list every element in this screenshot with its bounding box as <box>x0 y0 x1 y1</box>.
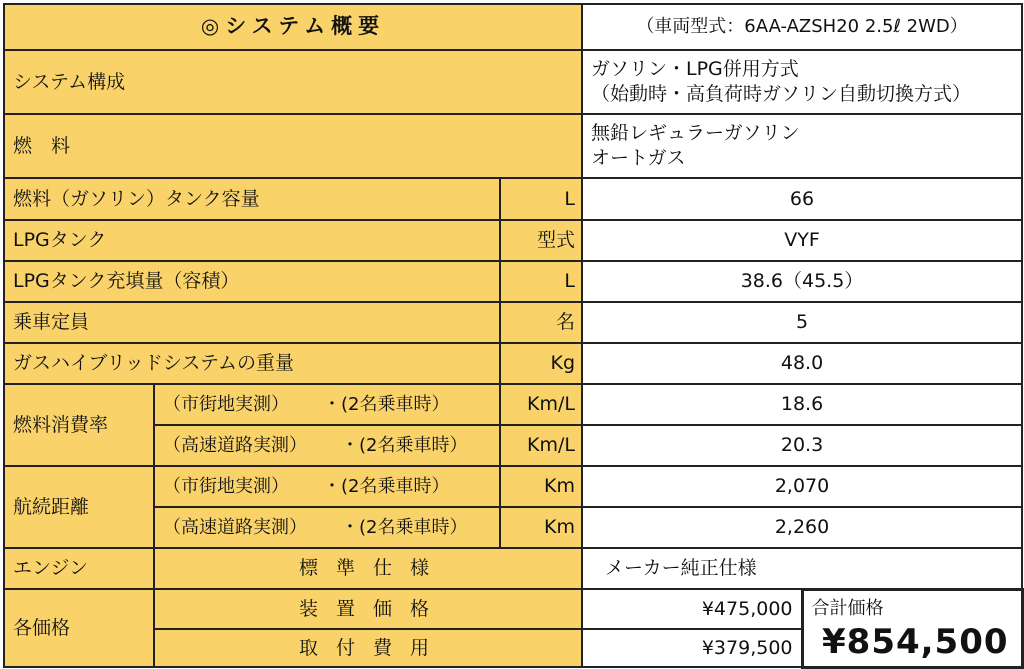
fuel-efficiency-unit: Km/L <box>500 425 582 466</box>
lpg-fill-value: 38.6（45.5） <box>582 261 1022 302</box>
fuel-efficiency-value: 18.6 <box>582 384 1022 425</box>
lpg-tank-unit: 型式 <box>500 220 582 261</box>
system-label: システム構成 <box>4 50 582 114</box>
capacity-label: 乗車定員 <box>4 302 500 343</box>
lpg-fill-label: LPGタンク充填量（容積） <box>4 261 500 302</box>
range-condition <box>154 466 500 507</box>
fuel-efficiency-condition <box>154 425 500 466</box>
vehicle-model-cell: （車両型式：6AA-AZSH20 2.5ℓ 2WD） <box>582 4 1022 50</box>
engine-row <box>4 548 1022 589</box>
fuel-row <box>4 114 1022 178</box>
range-value: 2,260 <box>582 507 1022 548</box>
system-value-line1: ガソリン・LPG併用方式 <box>591 58 799 81</box>
lpg-tank-row <box>4 220 1022 261</box>
range-label: 航続距離 <box>4 466 154 548</box>
range-condition <box>154 507 500 548</box>
capacity-row <box>4 302 1022 343</box>
system-row <box>4 50 1022 114</box>
fuel-label <box>4 114 582 178</box>
fuel-efficiency-value: 20.3 <box>582 425 1022 466</box>
fuel-efficiency-condition <box>154 384 500 425</box>
install-price-value: ¥379,500 <box>582 629 802 667</box>
fuel-efficiency-row-city <box>4 384 1022 425</box>
system-overview-table <box>3 3 1024 669</box>
system-overview-sheet <box>3 3 1021 665</box>
total-price-value: ¥854,500 <box>822 621 1009 662</box>
fuel-value-line1: 無鉛レギュラーガソリン <box>591 122 800 145</box>
range-row-city <box>4 466 1022 507</box>
price-label: 各価格 <box>4 589 154 667</box>
condition-note: ・(2名乗車時） <box>341 434 468 456</box>
capacity-unit: 名 <box>500 302 582 343</box>
fuel-value <box>582 114 1022 178</box>
gas-tank-value: 66 <box>582 178 1022 220</box>
equipment-price-label: 装置価格 <box>154 589 582 629</box>
engine-spec-label: 標準仕様 <box>154 548 582 589</box>
lpg-tank-label: LPGタンク <box>4 220 500 261</box>
engine-value: メーカー純正仕様 <box>582 548 1022 589</box>
condition-note: ・(2名乗車時） <box>323 393 450 415</box>
condition-text: （高速道路実測） <box>163 516 307 538</box>
gas-tank-row <box>4 178 1022 220</box>
total-price-label: 合計価格 <box>811 597 884 619</box>
fuel-value-line2: オートガス <box>591 147 686 169</box>
install-price-label: 取付費用 <box>154 629 582 667</box>
system-value-line2: （始動時・高負荷時ガソリン自動切換方式） <box>591 83 972 105</box>
capacity-value: 5 <box>582 302 1022 343</box>
lpg-fill-unit: L <box>500 261 582 302</box>
weight-unit: Kg <box>500 343 582 384</box>
gas-tank-unit: L <box>500 178 582 220</box>
total-price-cell <box>802 589 1022 667</box>
title-cell: ◎システム概要 <box>4 4 582 50</box>
condition-note: ・(2名乗車時） <box>341 516 468 538</box>
weight-label: ガスハイブリッドシステムの重量 <box>4 343 500 384</box>
range-row-highway <box>4 507 1022 548</box>
condition-text: （高速道路実測） <box>163 434 307 456</box>
weight-row <box>4 343 1022 384</box>
range-unit: Km <box>500 507 582 548</box>
fuel-efficiency-label: 燃料消費率 <box>4 384 154 466</box>
range-unit: Km <box>500 466 582 507</box>
system-value <box>582 50 1022 114</box>
price-equipment-row <box>4 589 1022 629</box>
condition-note: ・(2名乗車時） <box>323 475 450 497</box>
condition-text: （市街地実測） <box>163 475 289 497</box>
lpg-tank-value: VYF <box>582 220 1022 261</box>
header-row <box>4 4 1022 50</box>
range-value: 2,070 <box>582 466 1022 507</box>
engine-label: エンジン <box>4 548 154 589</box>
weight-value: 48.0 <box>582 343 1022 384</box>
gas-tank-label: 燃料（ガソリン）タンク容量 <box>4 178 500 220</box>
condition-text: （市街地実測） <box>163 393 289 415</box>
equipment-price-value: ¥475,000 <box>582 589 802 629</box>
fuel-efficiency-row-highway <box>4 425 1022 466</box>
fuel-label-text: 燃 料 <box>13 134 71 157</box>
fuel-efficiency-unit: Km/L <box>500 384 582 425</box>
lpg-fill-row <box>4 261 1022 302</box>
